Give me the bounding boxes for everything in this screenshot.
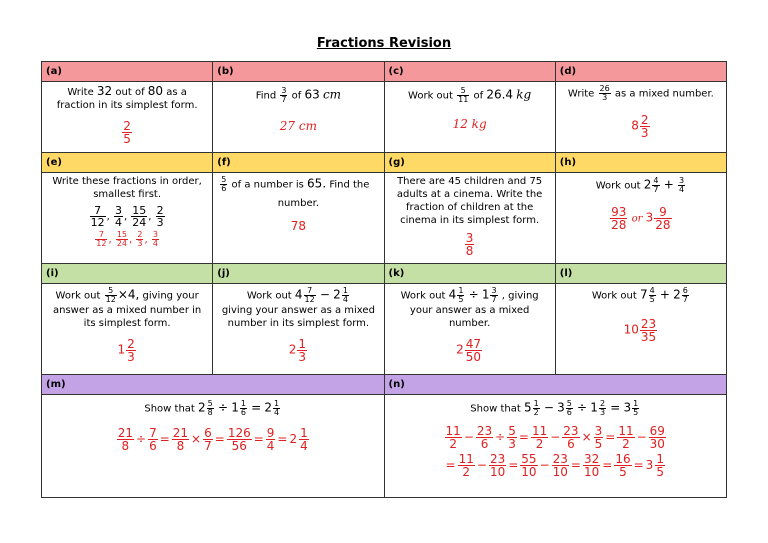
working-fraction: $\frac{69}{30}$	[649, 424, 665, 451]
working-fraction: $\frac{32}{10}$	[583, 452, 600, 479]
working-fraction: $\frac{11}{2}$	[618, 424, 634, 451]
question-l: Work out 7 $\frac{4}{5}$ + 2 $\frac{6}{7}$ 10 $\frac{23}{35}$	[555, 284, 726, 375]
working-fraction: $\frac{23}{10}$	[489, 452, 506, 479]
answer-c: 12 kg	[452, 117, 487, 131]
answer-j: 2 $\frac{1}{3}$	[288, 337, 307, 364]
question-j: Work out 4 $\frac{7}{12}$ − 2 $\frac{1}{4}$ giving your answer as a mixed number in its simplest form. 2 $\frac{1}{3}$	[213, 284, 384, 375]
working-fraction: $\frac{126}{56}$	[227, 426, 251, 453]
header-c: (c)	[384, 62, 555, 82]
working-symbol: =	[445, 457, 456, 472]
working-symbol: ÷	[136, 431, 147, 446]
working-symbol: =	[159, 431, 170, 446]
header-m: (m)	[42, 375, 385, 395]
working-fraction: $\frac{9}{4}$	[266, 426, 275, 453]
working-symbol: −	[636, 429, 647, 444]
working-fraction: $\frac{11}{2}$	[531, 424, 548, 451]
working-symbol: 2	[289, 431, 298, 446]
working-symbol: ×	[581, 429, 592, 444]
working-fraction: $\frac{11}{2}$	[458, 452, 474, 479]
working-fraction: $\frac{7}{6}$	[149, 426, 157, 453]
question-f: $\frac{5}{6}$ of a number is 65. Find the number. 78	[213, 173, 384, 264]
working-symbol: =	[570, 457, 581, 472]
working-symbol: =	[633, 457, 644, 472]
working-symbol: −	[463, 429, 474, 444]
header-k: (k)	[384, 264, 555, 284]
working-n-line1	[385, 425, 727, 450]
header-b: (b)	[213, 62, 384, 82]
working-symbol: =	[253, 431, 264, 446]
header-l: (l)	[555, 264, 726, 284]
working-symbol: =	[518, 429, 529, 444]
header-g: (g)	[384, 153, 555, 173]
working-fraction: $\frac{21}{8}$	[172, 426, 189, 453]
answer-f: 78	[290, 219, 307, 233]
working-symbol: 3	[645, 457, 654, 472]
question-d: Write $\frac{26}{3}$ as a mixed number. 8 $\frac{2}{3}$	[555, 82, 726, 153]
working-fraction: $\frac{23}{6}$	[476, 424, 493, 451]
header-e: (e)	[42, 153, 213, 173]
answer-d: 8 $\frac{2}{3}$	[631, 113, 649, 140]
working-fraction: $\frac{23}{10}$	[552, 452, 568, 479]
header-j: (j)	[213, 264, 384, 284]
working-symbol: ÷	[495, 429, 506, 444]
answer-b: 27 cm	[279, 119, 317, 133]
working-fraction: $\frac{1}{5}$	[656, 452, 664, 479]
question-n: Show that 5 $\frac{1}{2}$ − 3 $\frac{5}{6}$ ÷ 1 $\frac{2}{3}$ = 3 $\frac{1}{5}$ $\frac{11}{2}$ − $\frac{23}{6}$ ÷ $\frac{5}{3}$ = $\frac{11}{2}$ − $\frac{23}{6}$ × $\frac{3}{5}$ = $\frac{11}{2}$ − $\frac{69}{30}$ = $\frac{11}{2}$ − $\frac{23}{10}$ = $\frac{55}{10}$ − $\frac{23}{10}$ = $\frac{32}{10}$ = $\frac{16}{5}$ = 3 $\frac{1}{5}$	[384, 395, 727, 498]
question-i: Work out $\frac{5}{12}$ ×4, giving your answer as a mixed number in its simplest form. 1 $\frac{2}{3}$	[42, 284, 213, 375]
working-m	[42, 427, 384, 452]
working-fraction: $\frac{23}{6}$	[563, 424, 579, 451]
working-symbol: ×	[191, 431, 202, 446]
question-e: Write these fractions in order, smallest first. $\frac{7}{12}$ , $\frac{3}{4}$ , $\frac{15}{24}$ , $\frac{2}{3}$ $\frac{7}{12}$ , $\frac{15}{24}$ , $\frac{2}{3}$ , $\frac{3}{4}$	[42, 173, 213, 264]
answer-i: 1 $\frac{2}{3}$	[117, 337, 135, 364]
working-fraction: $\frac{16}{5}$	[615, 452, 631, 479]
working-fraction: $\frac{55}{10}$	[521, 452, 537, 479]
working-fraction: $\frac{5}{3}$	[508, 424, 516, 451]
working-symbol: =	[277, 431, 288, 446]
working-fraction: $\frac{6}{7}$	[204, 426, 212, 453]
header-f: (f)	[213, 153, 384, 173]
header-a: (a)	[42, 62, 213, 82]
question-h: Work out 2 $\frac{4}{7}$ + $\frac{3}{4}$ $\frac{93}{28}$ or 3 $\frac{9}{28}$	[555, 173, 726, 264]
working-symbol: −	[539, 457, 550, 472]
question-m: Show that 2 $\frac{5}{8}$ ÷ 1 $\frac{1}{6}$ = 2 $\frac{1}{4}$ $\frac{21}{8}$ ÷ $\frac{7}{6}$ = $\frac{21}{8}$ × $\frac{6}{7}$ = $\frac{126}{56}$ = $\frac{9}{4}$ = 2 $\frac{1}{4}$	[42, 395, 385, 498]
working-fraction: $\frac{1}{4}$	[300, 426, 308, 453]
answer-e: $\frac{7}{12}$ , $\frac{15}{24}$ , $\frac{2}{3}$ , $\frac{3}{4}$	[96, 230, 158, 248]
working-symbol: =	[508, 457, 519, 472]
question-k: Work out 4 $\frac{1}{5}$ ÷ 1 $\frac{3}{7}$ , giving your answer as a mixed number. 2 $\frac{47}{50}$	[384, 284, 555, 375]
answer-a: $\frac{2}{5}$	[123, 119, 131, 146]
working-symbol: =	[605, 429, 616, 444]
question-g: There are 45 children and 75 adults at a cinema. Write the fraction of children at the cinema in its simplest form. $\frac{3}{8}$	[384, 173, 555, 264]
page-title: Fractions Revision	[316, 36, 452, 51]
working-fraction: $\frac{11}{2}$	[445, 424, 461, 451]
working-fraction: $\frac{21}{8}$	[117, 426, 133, 453]
working-symbol: −	[476, 457, 487, 472]
revision-grid	[41, 61, 727, 498]
question-c: Work out $\frac{5}{11}$ of 26.4 kg 12 kg	[384, 82, 555, 153]
answer-h: $\frac{93}{28}$ or 3 $\frac{9}{28}$	[611, 205, 671, 232]
working-symbol: =	[214, 431, 225, 446]
header-h: (h)	[555, 153, 726, 173]
working-symbol: =	[602, 457, 613, 472]
header-n: (n)	[384, 375, 727, 395]
question-b: Find $\frac{3}{7}$ of 63 cm 27 cm	[213, 82, 384, 153]
answer-g: $\frac{3}{8}$	[465, 231, 474, 258]
working-fraction: $\frac{3}{5}$	[594, 424, 603, 451]
question-a: Write 32 out of 80 as a fraction in its simplest form. $\frac{2}{5}$	[42, 82, 213, 153]
working-symbol: −	[550, 429, 561, 444]
working-n-line2	[385, 453, 727, 478]
header-d: (d)	[555, 62, 726, 82]
fractions-list: $\frac{7}{12}$ , $\frac{3}{4}$ , $\frac{15}{24}$ , $\frac{2}{3}$	[90, 204, 164, 229]
answer-l: 10 $\frac{23}{35}$	[623, 317, 657, 344]
header-i: (i)	[42, 264, 213, 284]
answer-k: 2 $\frac{47}{50}$	[456, 337, 482, 364]
